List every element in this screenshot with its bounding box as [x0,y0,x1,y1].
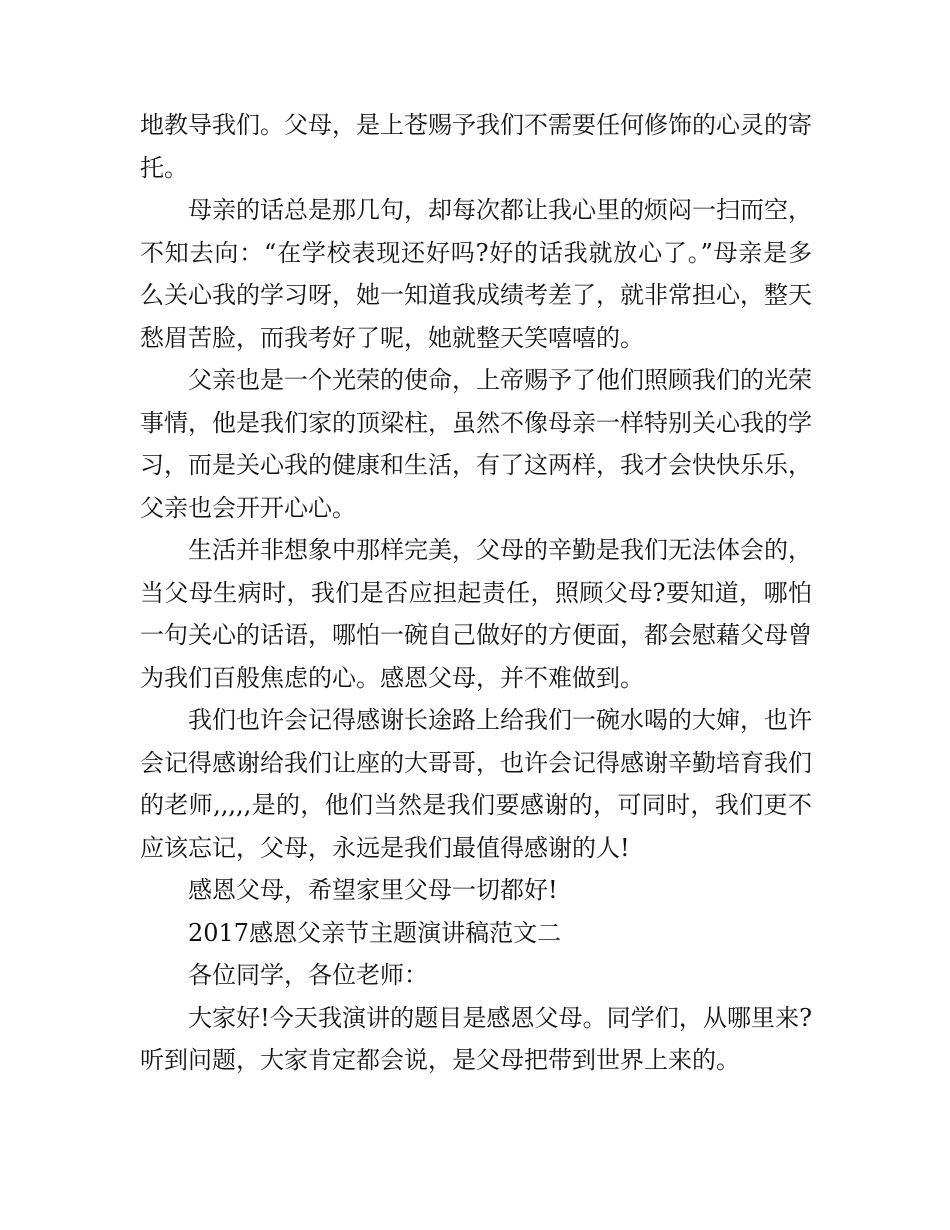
paragraph-2: 母亲的话总是那几句，却每次都让我心里的烦闷一扫而空，不知去向：“在学校表现还好吗?好的话我就放心了。”母亲是多么关心我的学习呀，她一知道我成绩考差了，就非常担心，整天愁眉苦脸，而我考好了呢，她就整天笑嘻嘻的。 [140,196,812,352]
paragraph-9: 大家好!今天我演讲的题目是感恩父母。同学们，从哪里来?听到问题，大家肯定都会说，是父母把带到世界上来的。 [140,1003,812,1074]
paragraph-3: 父亲也是一个光荣的使命，上帝赐予了他们照顾我们的光荣事情，他是我们家的顶梁柱，虽然不像母亲一样特别关心我的学习，而是关心我的健康和生活，有了这两样，我才会快快乐乐，父亲也会开开心心。 [140,366,812,522]
paragraph-4: 生活并非想象中那样完美，父母的辛勤是我们无法体会的，当父母生病时，我们是否应担起责任，照顾父母?要知道，哪怕一句关心的话语，哪怕一碗自己做好的方便面，都会慰藉父母曾为我们百般焦虑的心。感恩父母，并不难做到。 [140,536,812,692]
document-body [140,104,812,1082]
paragraph-6: 感恩父母，希望家里父母一切都好! [188,876,558,904]
paragraph-5: 我们也许会记得感谢长途路上给我们一碗水喝的大婶，也许会记得感谢给我们让座的大哥哥，也许会记得感谢辛勤培育我们的老师,,,,,是的，他们当然是我们要感谢的，可同时，我们更不应该忘记，父母，永远是我们最值得感谢的人! [140,706,812,862]
section-heading: 2017感恩父亲节主题演讲稿范文二 [188,918,562,947]
paragraph-1: 地教导我们。父母，是上苍赐予我们不需要任何修饰的心灵的寄托。 [140,111,812,182]
salutation: 各位同学，各位老师： [188,961,428,989]
